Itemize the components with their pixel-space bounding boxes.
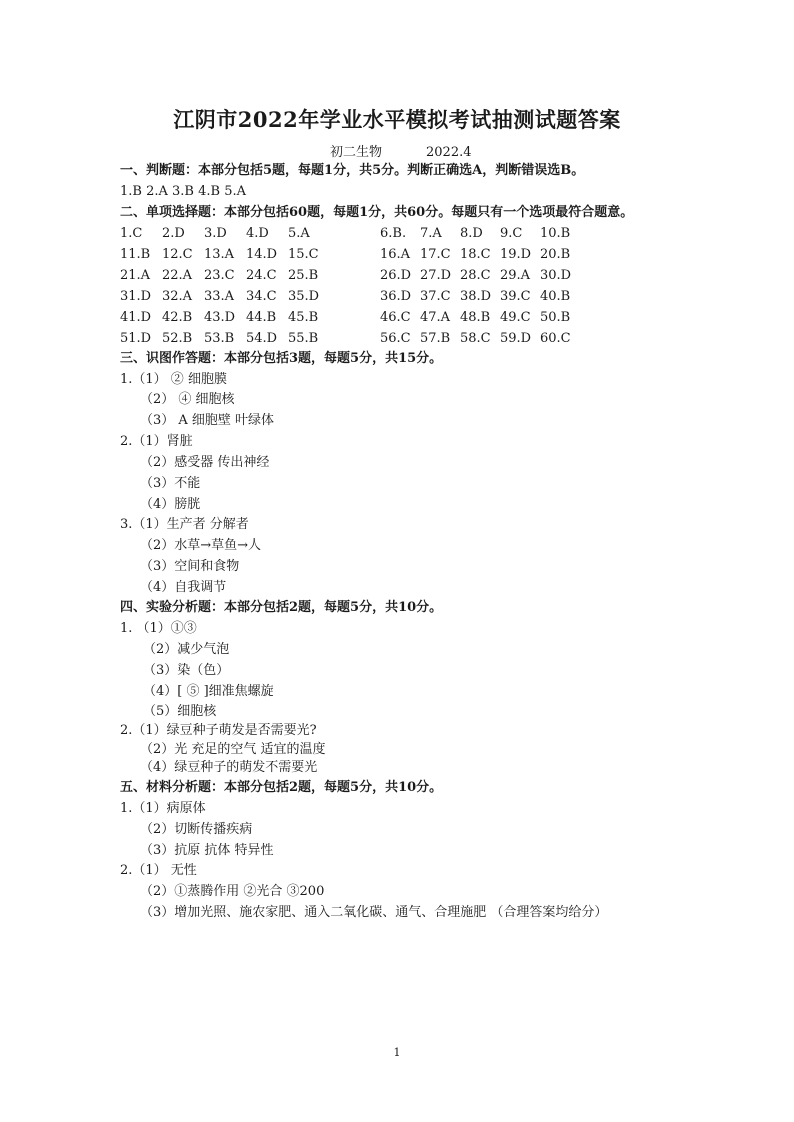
page-number: 1	[393, 1046, 401, 1059]
answer-cell: 49.C	[500, 310, 531, 325]
answer-cell: 7.A	[420, 226, 442, 241]
answer-cell: 37.C	[420, 289, 451, 304]
answer-cell: 48.B	[460, 310, 491, 325]
section-5-heading: 五、材料分析题：本部分包括2题，每题5分，共10分。	[120, 780, 443, 795]
answer-cell: 19.D	[500, 247, 532, 262]
s3-q2-1: 2.（1）肾脏	[120, 434, 193, 449]
answer-cell: 1.C	[120, 226, 143, 241]
s4-q1-1: 1. （1）①③	[120, 621, 197, 636]
answer-cell: 32.A	[162, 289, 193, 304]
answer-cell: 38.D	[460, 289, 492, 304]
section-3-heading: 三、识图作答题：本部分包括3题，每题5分，共15分。	[120, 351, 443, 366]
s3-q1-1: 1.（1） ② 细胞膜	[120, 372, 227, 387]
answer-cell: 22.A	[162, 268, 193, 283]
answer-cell: 23.C	[204, 268, 235, 283]
answer-cell: 41.D	[120, 310, 152, 325]
answer-cell: 56.C	[380, 331, 411, 346]
answer-cell: 42.B	[162, 310, 193, 325]
s5-q2-2: （2）①蒸腾作用 ②光合 ③200	[140, 884, 325, 899]
section-4-heading: 四、实验分析题：本部分包括2题，每题5分，共10分。	[120, 600, 443, 615]
s4-q2-2: （2）光 充足的空气 适宜的温度	[140, 742, 326, 757]
answer-cell: 55.B	[288, 331, 319, 346]
answer-cell: 15.C	[288, 247, 319, 262]
section-1-answers: 1.B 2.A 3.B 4.B 5.A	[120, 184, 246, 199]
answer-cell: 34.C	[246, 289, 277, 304]
answer-cell: 26.D	[380, 268, 412, 283]
s3-q1-3: （3） A 细胞壁 叶绿体	[140, 413, 275, 428]
s4-q2-1: 2.（1）绿豆种子萌发是否需要光?	[120, 723, 317, 738]
answer-cell: 24.C	[246, 268, 277, 283]
answer-cell: 40.B	[540, 289, 571, 304]
answer-cell: 18.C	[460, 247, 491, 262]
answer-cell: 28.C	[460, 268, 491, 283]
page-title: 江阴市2022年学业水平模拟考试抽测试题答案	[173, 107, 621, 132]
answer-cell: 30.D	[540, 268, 572, 283]
answer-cell: 53.B	[204, 331, 235, 346]
answer-cell: 58.C	[460, 331, 491, 346]
s3-q3-3: （3）空间和食物	[140, 559, 240, 574]
section-2-heading: 二、单项选择题：本部分包括60题，每题1分，共60分。每题只有一个选项最符合题意。	[120, 205, 634, 220]
answer-cell: 46.C	[380, 310, 411, 325]
answer-cell: 59.D	[500, 331, 532, 346]
answer-cell: 39.C	[500, 289, 531, 304]
answer-cell: 6.B.	[380, 226, 407, 241]
answer-cell: 43.D	[204, 310, 236, 325]
answer-cell: 50.B	[540, 310, 571, 325]
s4-q1-5: （5）细胞核	[143, 704, 217, 719]
s3-q2-2: （2）感受器 传出神经	[140, 455, 270, 470]
s3-q3-2: （2）水草→草鱼→人	[140, 538, 262, 553]
answer-cell: 60.C	[540, 331, 571, 346]
exam-date: 2022.4	[426, 145, 472, 160]
answer-cell: 27.D	[420, 268, 452, 283]
subject-label: 初二生物	[330, 145, 383, 160]
answer-cell: 35.D	[288, 289, 320, 304]
answer-cell: 51.D	[120, 331, 152, 346]
s5-q2-3: （3）增加光照、施农家肥、通入二氧化碳、通气、合理施肥 （合理答案均给分）	[140, 905, 608, 920]
s4-q1-2: （2）减少气泡	[143, 642, 230, 657]
answer-cell: 14.D	[246, 247, 278, 262]
s5-q1-1: 1.（1）病原体	[120, 801, 206, 816]
answer-cell: 45.B	[288, 310, 319, 325]
answer-cell: 36.D	[380, 289, 412, 304]
subtitle	[330, 141, 472, 160]
s3-q2-3: （3）不能	[140, 476, 201, 491]
s5-q1-3: （3）抗原 抗体 特异性	[140, 843, 274, 858]
answer-cell: 10.B	[540, 226, 571, 241]
answer-cell: 16.A	[380, 247, 411, 262]
s3-q2-4: （4）膀胱	[140, 497, 201, 512]
answer-cell: 11.B	[120, 247, 151, 262]
s3-q3-4: （4）自我调节	[140, 580, 227, 595]
answer-cell: 9.C	[500, 226, 523, 241]
answer-cell: 8.D	[460, 226, 483, 241]
answer-cell: 25.B	[288, 268, 319, 283]
answer-cell: 33.A	[204, 289, 235, 304]
answer-cell: 4.D	[246, 226, 269, 241]
s4-q1-4: （4）[ ⑤ ]细准焦螺旋	[143, 684, 274, 699]
s3-q1-2: （2） ④ 细胞核	[140, 392, 235, 407]
s5-q1-2: （2）切断传播疾病	[140, 822, 253, 837]
answer-cell: 17.C	[420, 247, 451, 262]
answer-cell: 54.D	[246, 331, 278, 346]
answer-cell: 52.B	[162, 331, 193, 346]
answer-cell: 44.B	[246, 310, 277, 325]
answer-cell: 13.A	[204, 247, 235, 262]
s4-q2-4: （4）绿豆种子的萌发不需要光	[140, 760, 318, 775]
answer-cell: 21.A	[120, 268, 151, 283]
answer-cell: 5.A	[288, 226, 310, 241]
answer-cell: 12.C	[162, 247, 193, 262]
section-1-heading: 一、判断题：本部分包括5题，每题1分，共5分。判断正确选A，判断错误选B。	[120, 163, 585, 178]
answer-cell: 31.D	[120, 289, 152, 304]
answer-cell: 20.B	[540, 247, 571, 262]
answer-cell: 57.B	[420, 331, 451, 346]
answer-cell: 47.A	[420, 310, 451, 325]
s4-q1-3: （3）染（色）	[143, 663, 230, 678]
s3-q3-1: 3.（1）生产者 分解者	[120, 517, 249, 532]
answer-cell: 29.A	[500, 268, 531, 283]
answer-cell: 2.D	[162, 226, 185, 241]
answer-cell: 3.D	[204, 226, 227, 241]
s5-q2-1: 2.（1） 无性	[120, 863, 197, 878]
